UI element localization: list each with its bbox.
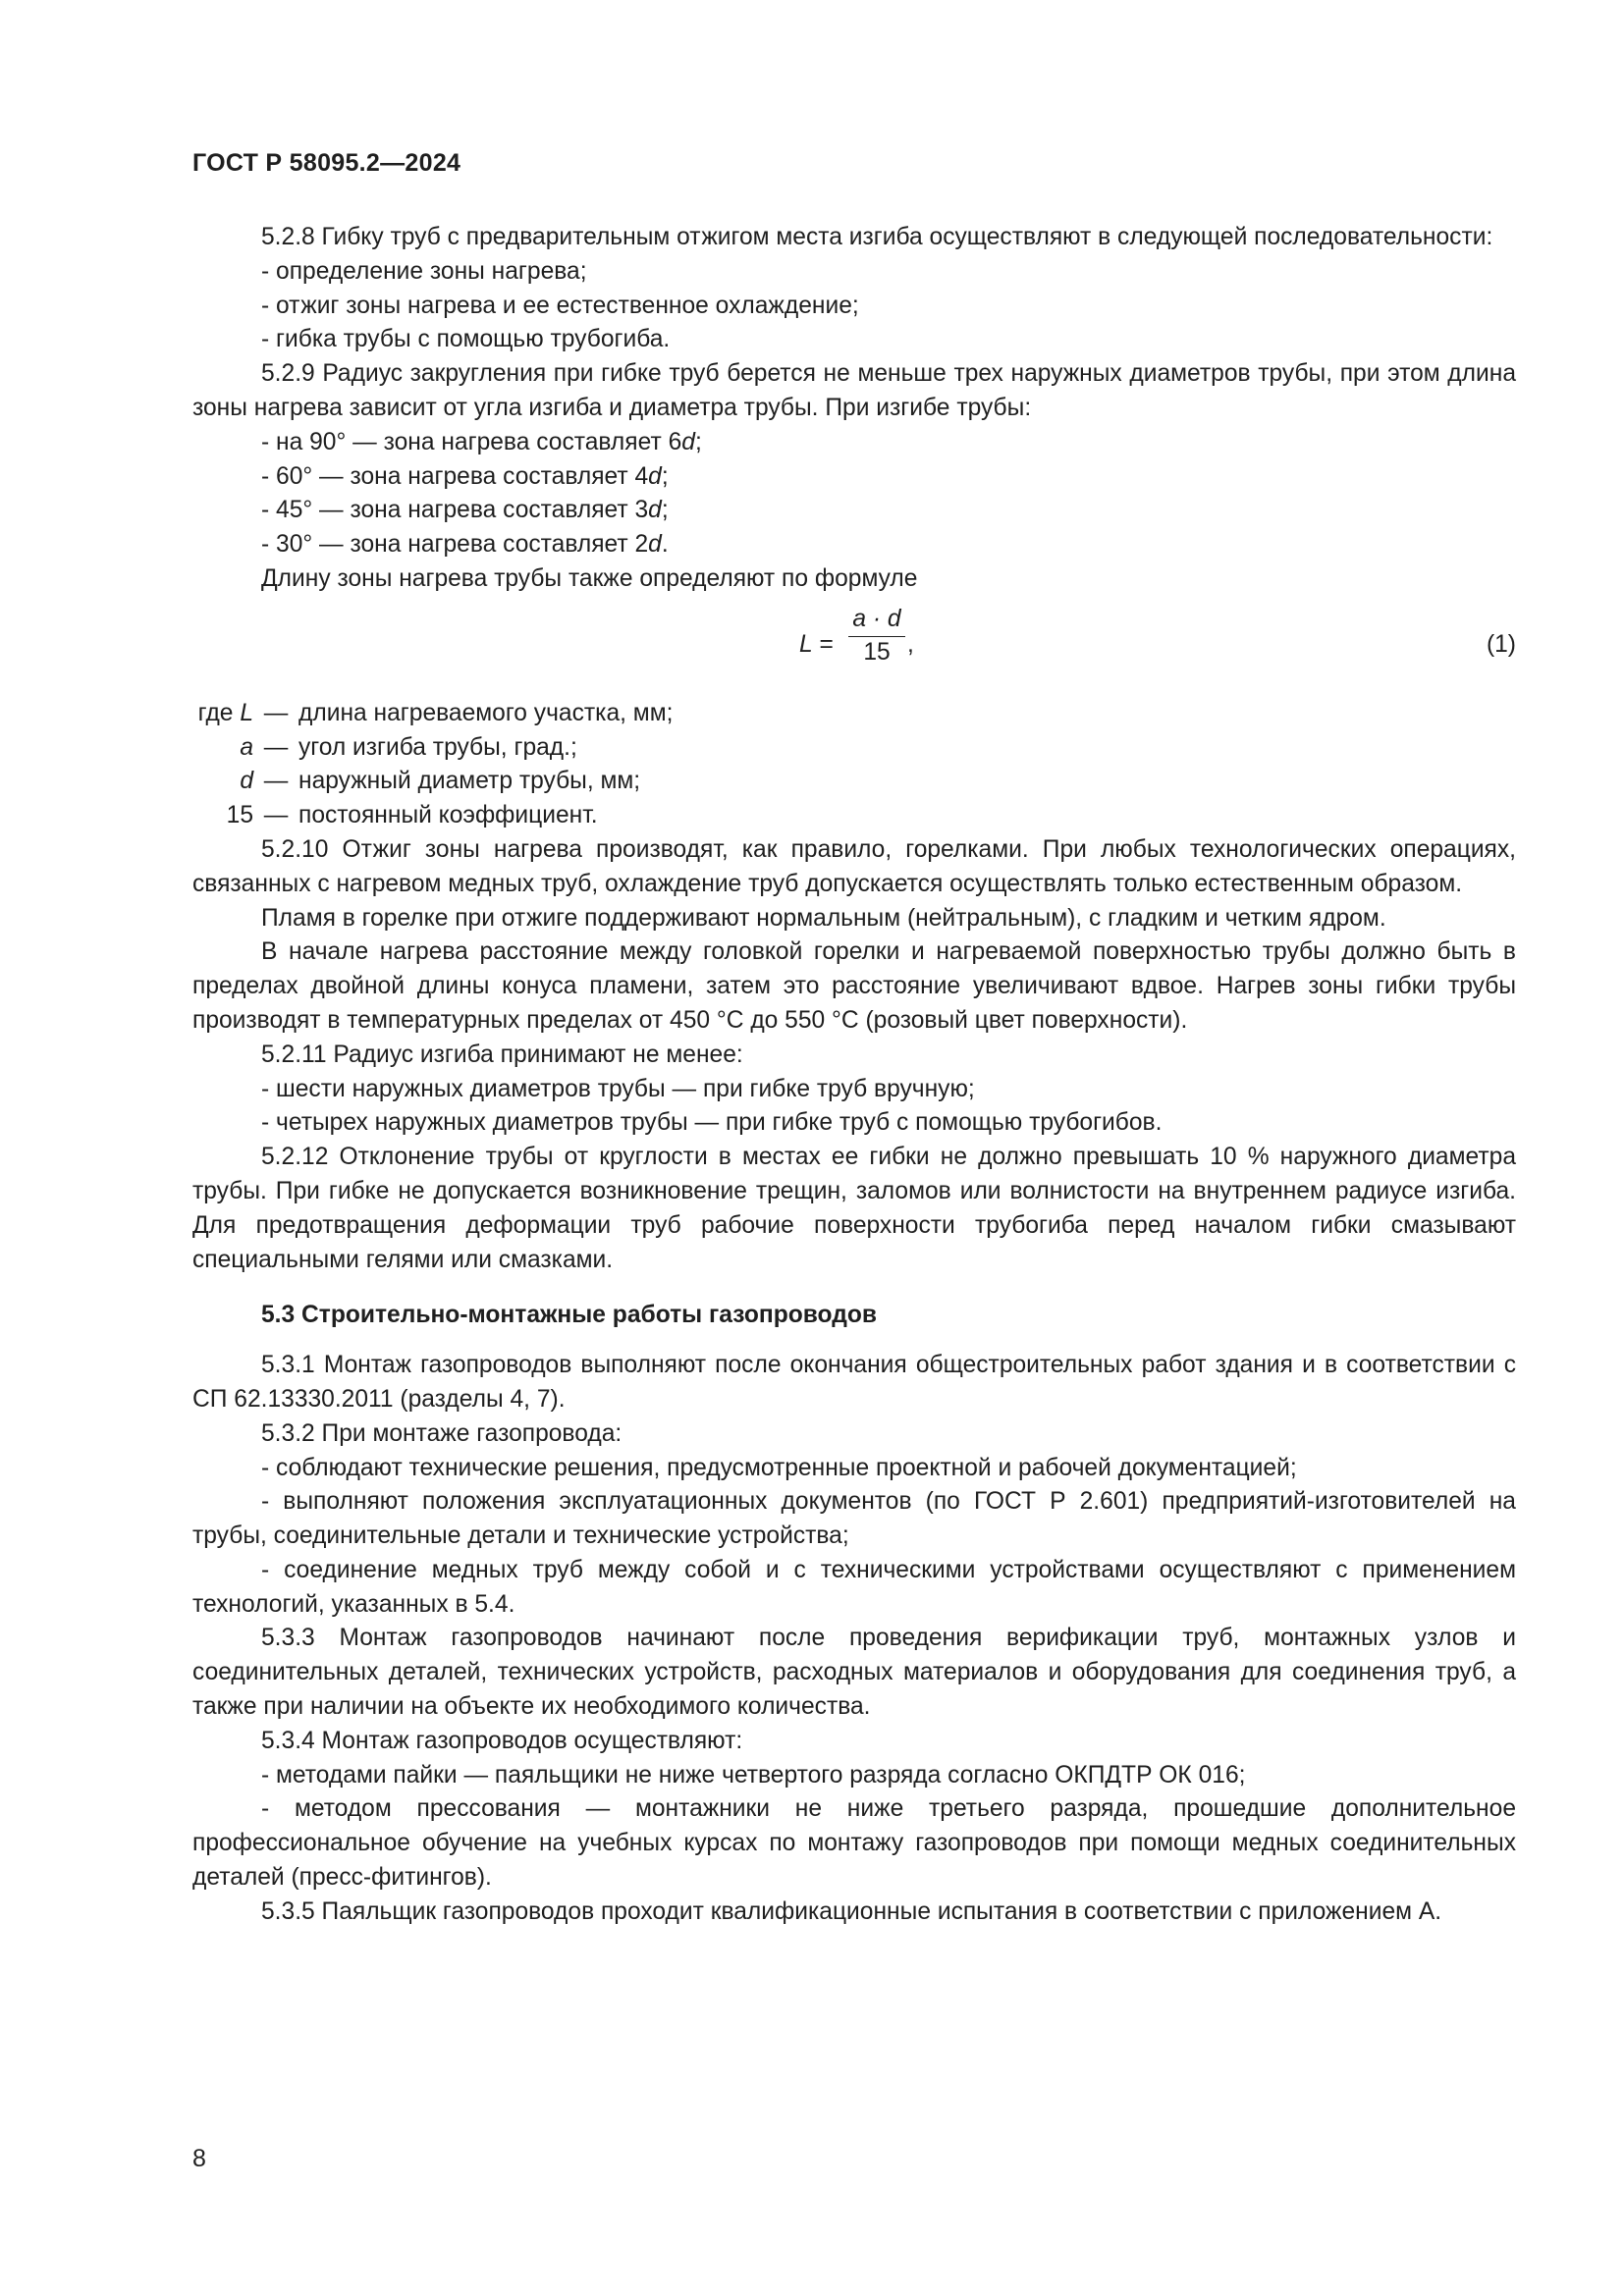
legend-symbol: a [240, 733, 253, 761]
legend-symbol: d [240, 768, 253, 795]
formula-intro: Длину зоны нагрева трубы также определяют по формуле [261, 564, 918, 592]
paragraph-5-2-12: 5.2.12 Отклонение трубы от круглости в местах ее гибки не должно превышать 10 % наружного диаметра трубы. При гибке не допускается возникновение трещин, заломов или волнистости на внутреннем радиусе изгиба. Для предотвращения деформации труб рабочие поверхности трубогиба перед началом гибки смазывают специальными гелями или смазками. [192, 1144, 1516, 1273]
legend-text: длина нагреваемого участка, мм; [298, 699, 674, 726]
legend-row [183, 697, 1516, 731]
list-item: - 60° — зона нагрева составляет 4d; [261, 462, 669, 490]
legend-dash: — [263, 768, 289, 795]
formula-numerator: a · d [848, 605, 905, 637]
formula-number: (1) [1486, 630, 1516, 658]
list-item: - соединение медных труб между собой и с техническими устройствами осуществляют с применением технологий, указанных в 5.4. [192, 1556, 1516, 1618]
document-body [192, 221, 1516, 1930]
legend-row [183, 799, 1516, 833]
legend-dash: — [263, 733, 289, 761]
list-item: - определение зоны нагрева; [261, 257, 587, 285]
list-item: - шести наружных диаметров трубы — при гибке труб вручную; [261, 1075, 975, 1102]
formula-comma: , [907, 630, 914, 658]
document-header: ГОСТ Р 58095.2—2024 [192, 149, 461, 177]
formula-fraction [848, 605, 905, 668]
list-item: - соблюдают технические решения, предусмотренные проектной и рабочей документацией; [261, 1454, 1297, 1481]
section-heading-5-3: 5.3 Строительно-монтажные работы газопроводов [261, 1302, 877, 1329]
page-number: 8 [192, 2145, 206, 2172]
legend-text: наружный диаметр трубы, мм; [298, 768, 641, 795]
paragraph-5-3-4: 5.3.4 Монтаж газопроводов осуществляют: [261, 1727, 743, 1754]
list-item: - четырех наружных диаметров трубы — при гибке труб с помощью трубогибов. [261, 1109, 1163, 1137]
legend-text: угол изгиба трубы, град.; [298, 733, 577, 761]
paragraph-5-3-3: 5.3.3 Монтаж газопроводов начинают после проведения верификации труб, монтажных узлов и соединительных деталей, технических устройств, расходных материалов и оборудования для соединения труб, а также при наличии на объекте их необходимого количества. [192, 1625, 1516, 1721]
paragraph-5-3-5: 5.3.5 Паяльщик газопроводов проходит квалификационные испытания в соответствии с приложением А. [261, 1897, 1442, 1925]
paragraph-flame: Пламя в горелке при отжиге поддерживают нормальным (нейтральным), с гладким и четким ядром. [261, 904, 1386, 932]
legend-symbol: 15 [226, 802, 253, 829]
legend-row [183, 765, 1516, 799]
legend-symbol: где L [197, 699, 253, 726]
legend-row [183, 731, 1516, 766]
list-item: - 30° — зона нагрева составляет 2d. [261, 531, 669, 559]
list-item: - гибка трубы с помощью трубогиба. [261, 326, 671, 353]
formula-1 [192, 601, 1516, 687]
paragraph-heating: В начале нагрева расстояние между головкой горелки и нагреваемой поверхностью трубы должно быть в пределах двойной длины конуса пламени, затем это расстояние увеличивают вдвое. Нагрев зоны гибки трубы производят в температурных пределах от 450 °С до 550 °С (розовый цвет поверхности). [192, 938, 1516, 1034]
legend-dash: — [263, 802, 289, 829]
paragraph-5-2-8: 5.2.8 Гибку труб с предварительным отжигом места изгиба осуществляют в следующей последовательности: [261, 224, 1493, 250]
paragraph-5-2-11: 5.2.11 Радиус изгиба принимают не менее: [261, 1041, 743, 1068]
formula-lhs: L = [799, 630, 834, 658]
list-item: - на 90° — зона нагрева составляет 6d; [261, 428, 702, 455]
list-item: - методами пайки — паяльщики не ниже четвертого разряда согласно ОКПДТР ОК 016; [261, 1761, 1246, 1789]
paragraph-5-2-9: 5.2.9 Радиус закругления при гибке труб берется не меньше трех наружных диаметров трубы, при этом длина зоны нагрева зависит от угла изгиба и диаметра трубы. При изгибе трубы: [192, 360, 1516, 421]
legend-text: постоянный коэффициент. [298, 802, 598, 829]
list-item: - 45° — зона нагрева составляет 3d; [261, 497, 669, 524]
paragraph-5-2-10: 5.2.10 Отжиг зоны нагрева производят, как правило, горелками. При любых технологических операциях, связанных с нагревом медных труб, охлаждение труб допускается осуществлять только естественным образом. [192, 835, 1516, 897]
list-item: - выполняют положения эксплуатационных документов (по ГОСТ Р 2.601) предприятий-изготовителей на трубы, соединительные детали и технические устройства; [192, 1488, 1516, 1550]
list-item: - отжиг зоны нагрева и ее естественное охлаждение; [261, 292, 859, 319]
list-item: - методом прессования — монтажники не ниже третьего разряда, прошедшие дополнительное профессиональное обучение на учебных курсах по монтажу газопроводов при помощи медных соединительных деталей (пресс-фитингов). [192, 1795, 1516, 1892]
formula-legend [183, 697, 1516, 833]
legend-dash: — [263, 699, 289, 726]
paragraph-5-3-2: 5.3.2 При монтаже газопровода: [261, 1419, 623, 1447]
paragraph-5-3-1: 5.3.1 Монтаж газопроводов выполняют после окончания общестроительных работ здания и в соответствии с СП 62.13330.2011 (разделы 4, 7). [192, 1352, 1516, 1413]
formula-denominator: 15 [863, 638, 891, 666]
